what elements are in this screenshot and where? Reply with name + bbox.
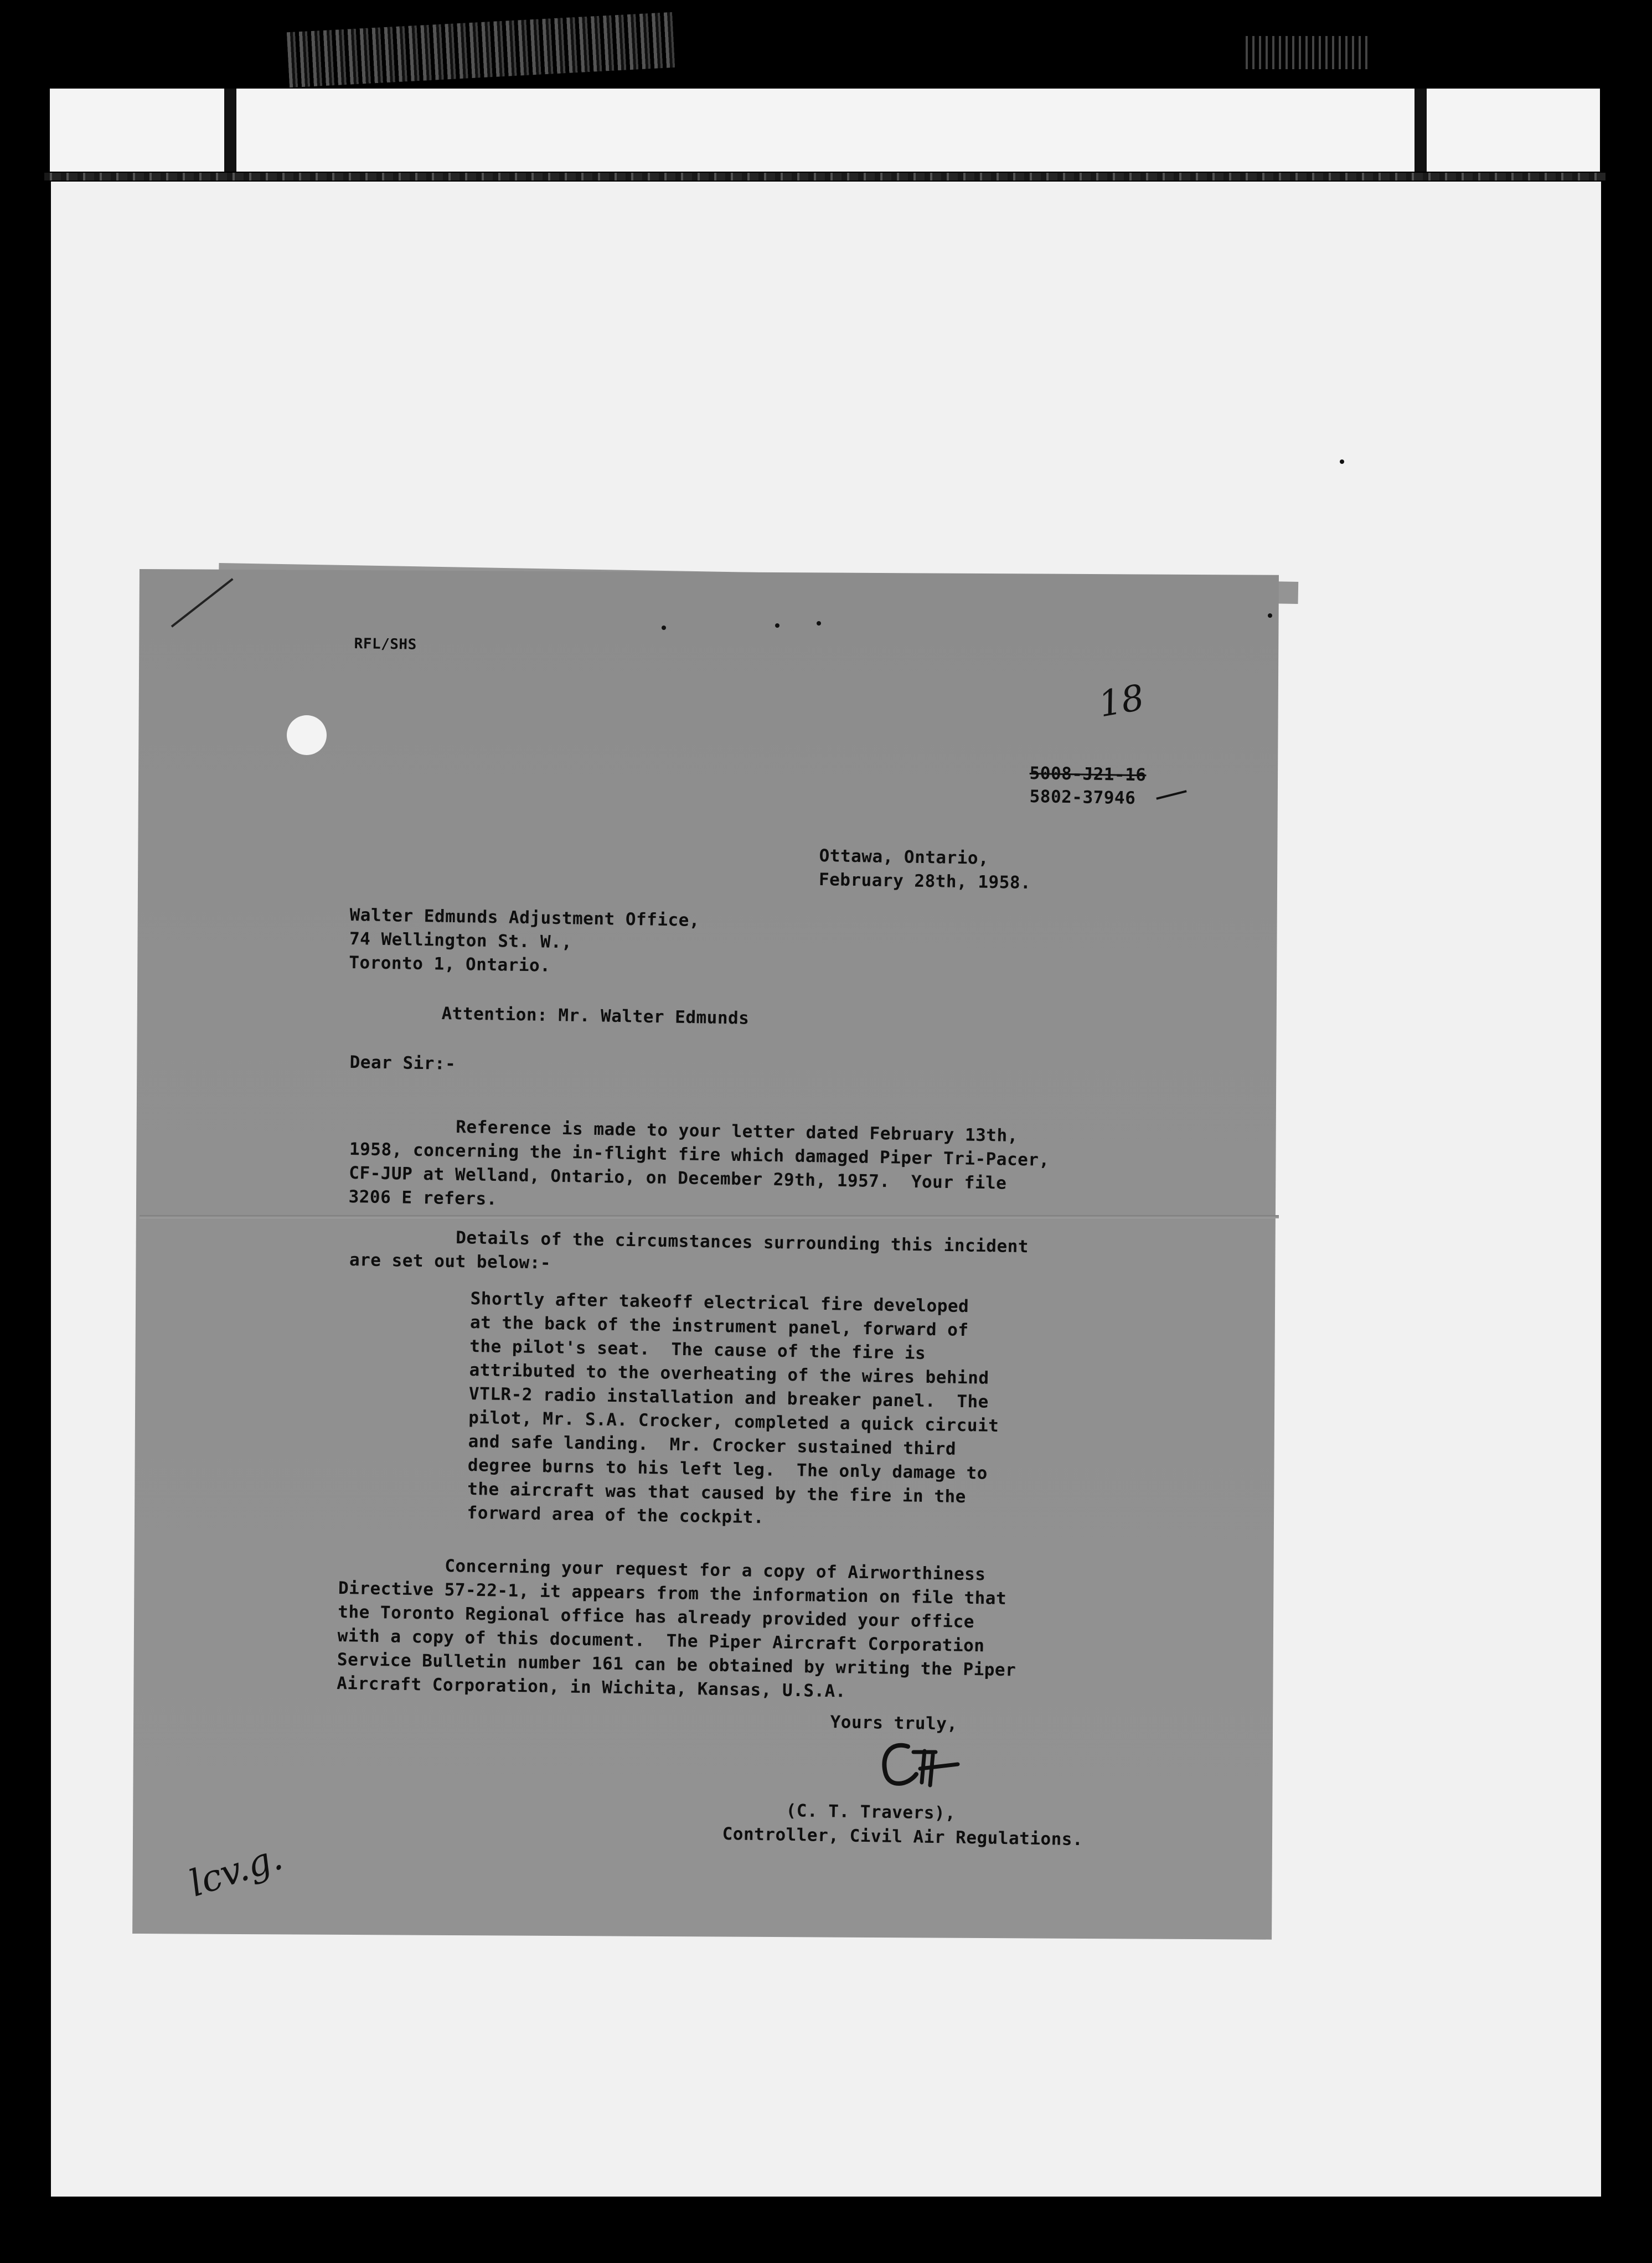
attention-line: Attention: Mr. Walter Edmunds <box>441 1003 750 1029</box>
text-line: the Toronto Regional office has already provided your office <box>338 1601 975 1632</box>
text-line: Reference is made to your letter dated February 13th, <box>349 1115 1019 1146</box>
film-perforation-edge <box>44 173 1605 180</box>
paragraph-airworthiness <box>337 1553 1018 1706</box>
ink-speck <box>1340 459 1344 464</box>
paragraph-incident-description <box>467 1287 1001 1533</box>
punch-hole <box>287 715 327 755</box>
text-line: pilot, Mr. S.A. Crocker, completed a quick circuit <box>468 1407 999 1437</box>
text-line: degree burns to his left leg. The only damage to <box>467 1455 988 1484</box>
text-line: forward area of the cockpit. <box>467 1502 765 1528</box>
handwritten-signature <box>869 1730 980 1796</box>
film-frame-divider-right <box>1414 89 1427 172</box>
text-line: and safe landing. Mr. Crocker sustained third <box>468 1431 957 1459</box>
ink-speck <box>662 626 666 630</box>
text-line: CF-JUP at Welland, Ontario, on December 29th, 1957. Your file <box>349 1162 1007 1194</box>
salutation: Dear Sir:- <box>349 1052 456 1074</box>
handwritten-corner-mark: 18 <box>1096 677 1148 726</box>
closing: Yours truly, <box>830 1712 958 1734</box>
ink-speck <box>1268 613 1272 618</box>
text-line: with a copy of this document. The Piper Aircraft Corporation <box>337 1625 985 1656</box>
address-line: 74 Wellington St. W., <box>349 928 572 953</box>
text-line: Directive 57-22-1, it appears from the information on file that <box>338 1578 1007 1609</box>
text-line: VTLR-2 radio installation and breaker panel. The <box>468 1383 989 1412</box>
text-line: Shortly after takeoff electrical fire developed <box>470 1288 969 1317</box>
signatory-name: (C. T. Travers), <box>786 1800 956 1823</box>
letter-fold-line <box>140 1215 1279 1218</box>
address-line: Toronto 1, Ontario. <box>349 952 551 976</box>
handwritten-margin-initials: lcv.g. <box>184 1835 288 1905</box>
text-line: Details of the circumstances surrounding this incident <box>349 1226 1029 1257</box>
text-line: are set out below:- <box>349 1249 551 1273</box>
text-line: 1958, concerning the in-flight fire which damaged Piper Tri-Pacer, <box>349 1139 1050 1170</box>
text-line: Concerning your request for a copy of Airworthiness <box>338 1554 986 1585</box>
text-line: the aircraft was that caused by the fire in the <box>467 1479 967 1507</box>
film-scratch-noise-right <box>1246 36 1367 69</box>
ink-speck <box>817 621 821 626</box>
film-frame-strip <box>50 89 1600 172</box>
date-city: Ottawa, Ontario, <box>819 845 989 869</box>
recipient-address <box>349 903 700 980</box>
text-line: 3206 E refers. <box>348 1186 498 1210</box>
signatory-title: Controller, Civil Air Regulations. <box>722 1823 1083 1850</box>
film-frame-divider-left <box>224 89 236 172</box>
text-line: at the back of the instrument panel, forward of <box>469 1312 969 1341</box>
text-line: attributed to the overheating of the wires behind <box>469 1360 989 1388</box>
ink-speck <box>775 623 779 628</box>
file-number: 5802-37946 <box>1029 786 1136 809</box>
text-line: Service Bulletin number 161 can be obtained by writing the Piper <box>337 1649 1016 1681</box>
file-number-struck: 5008-J21-16 <box>1029 763 1147 786</box>
paragraph-reference <box>348 1114 1050 1220</box>
text-line: the pilot's seat. The cause of the fire is <box>469 1336 926 1363</box>
address-line: Walter Edmunds Adjustment Office, <box>349 905 700 931</box>
reference-initials: RFL/SHS <box>354 635 417 653</box>
text-line: Aircraft Corporation, in Wichita, Kansas, U.S.A. <box>337 1673 846 1702</box>
date-line: February 28th, 1958. <box>818 869 1031 893</box>
date-block <box>819 844 1032 895</box>
film-scratch-noise <box>287 12 677 87</box>
